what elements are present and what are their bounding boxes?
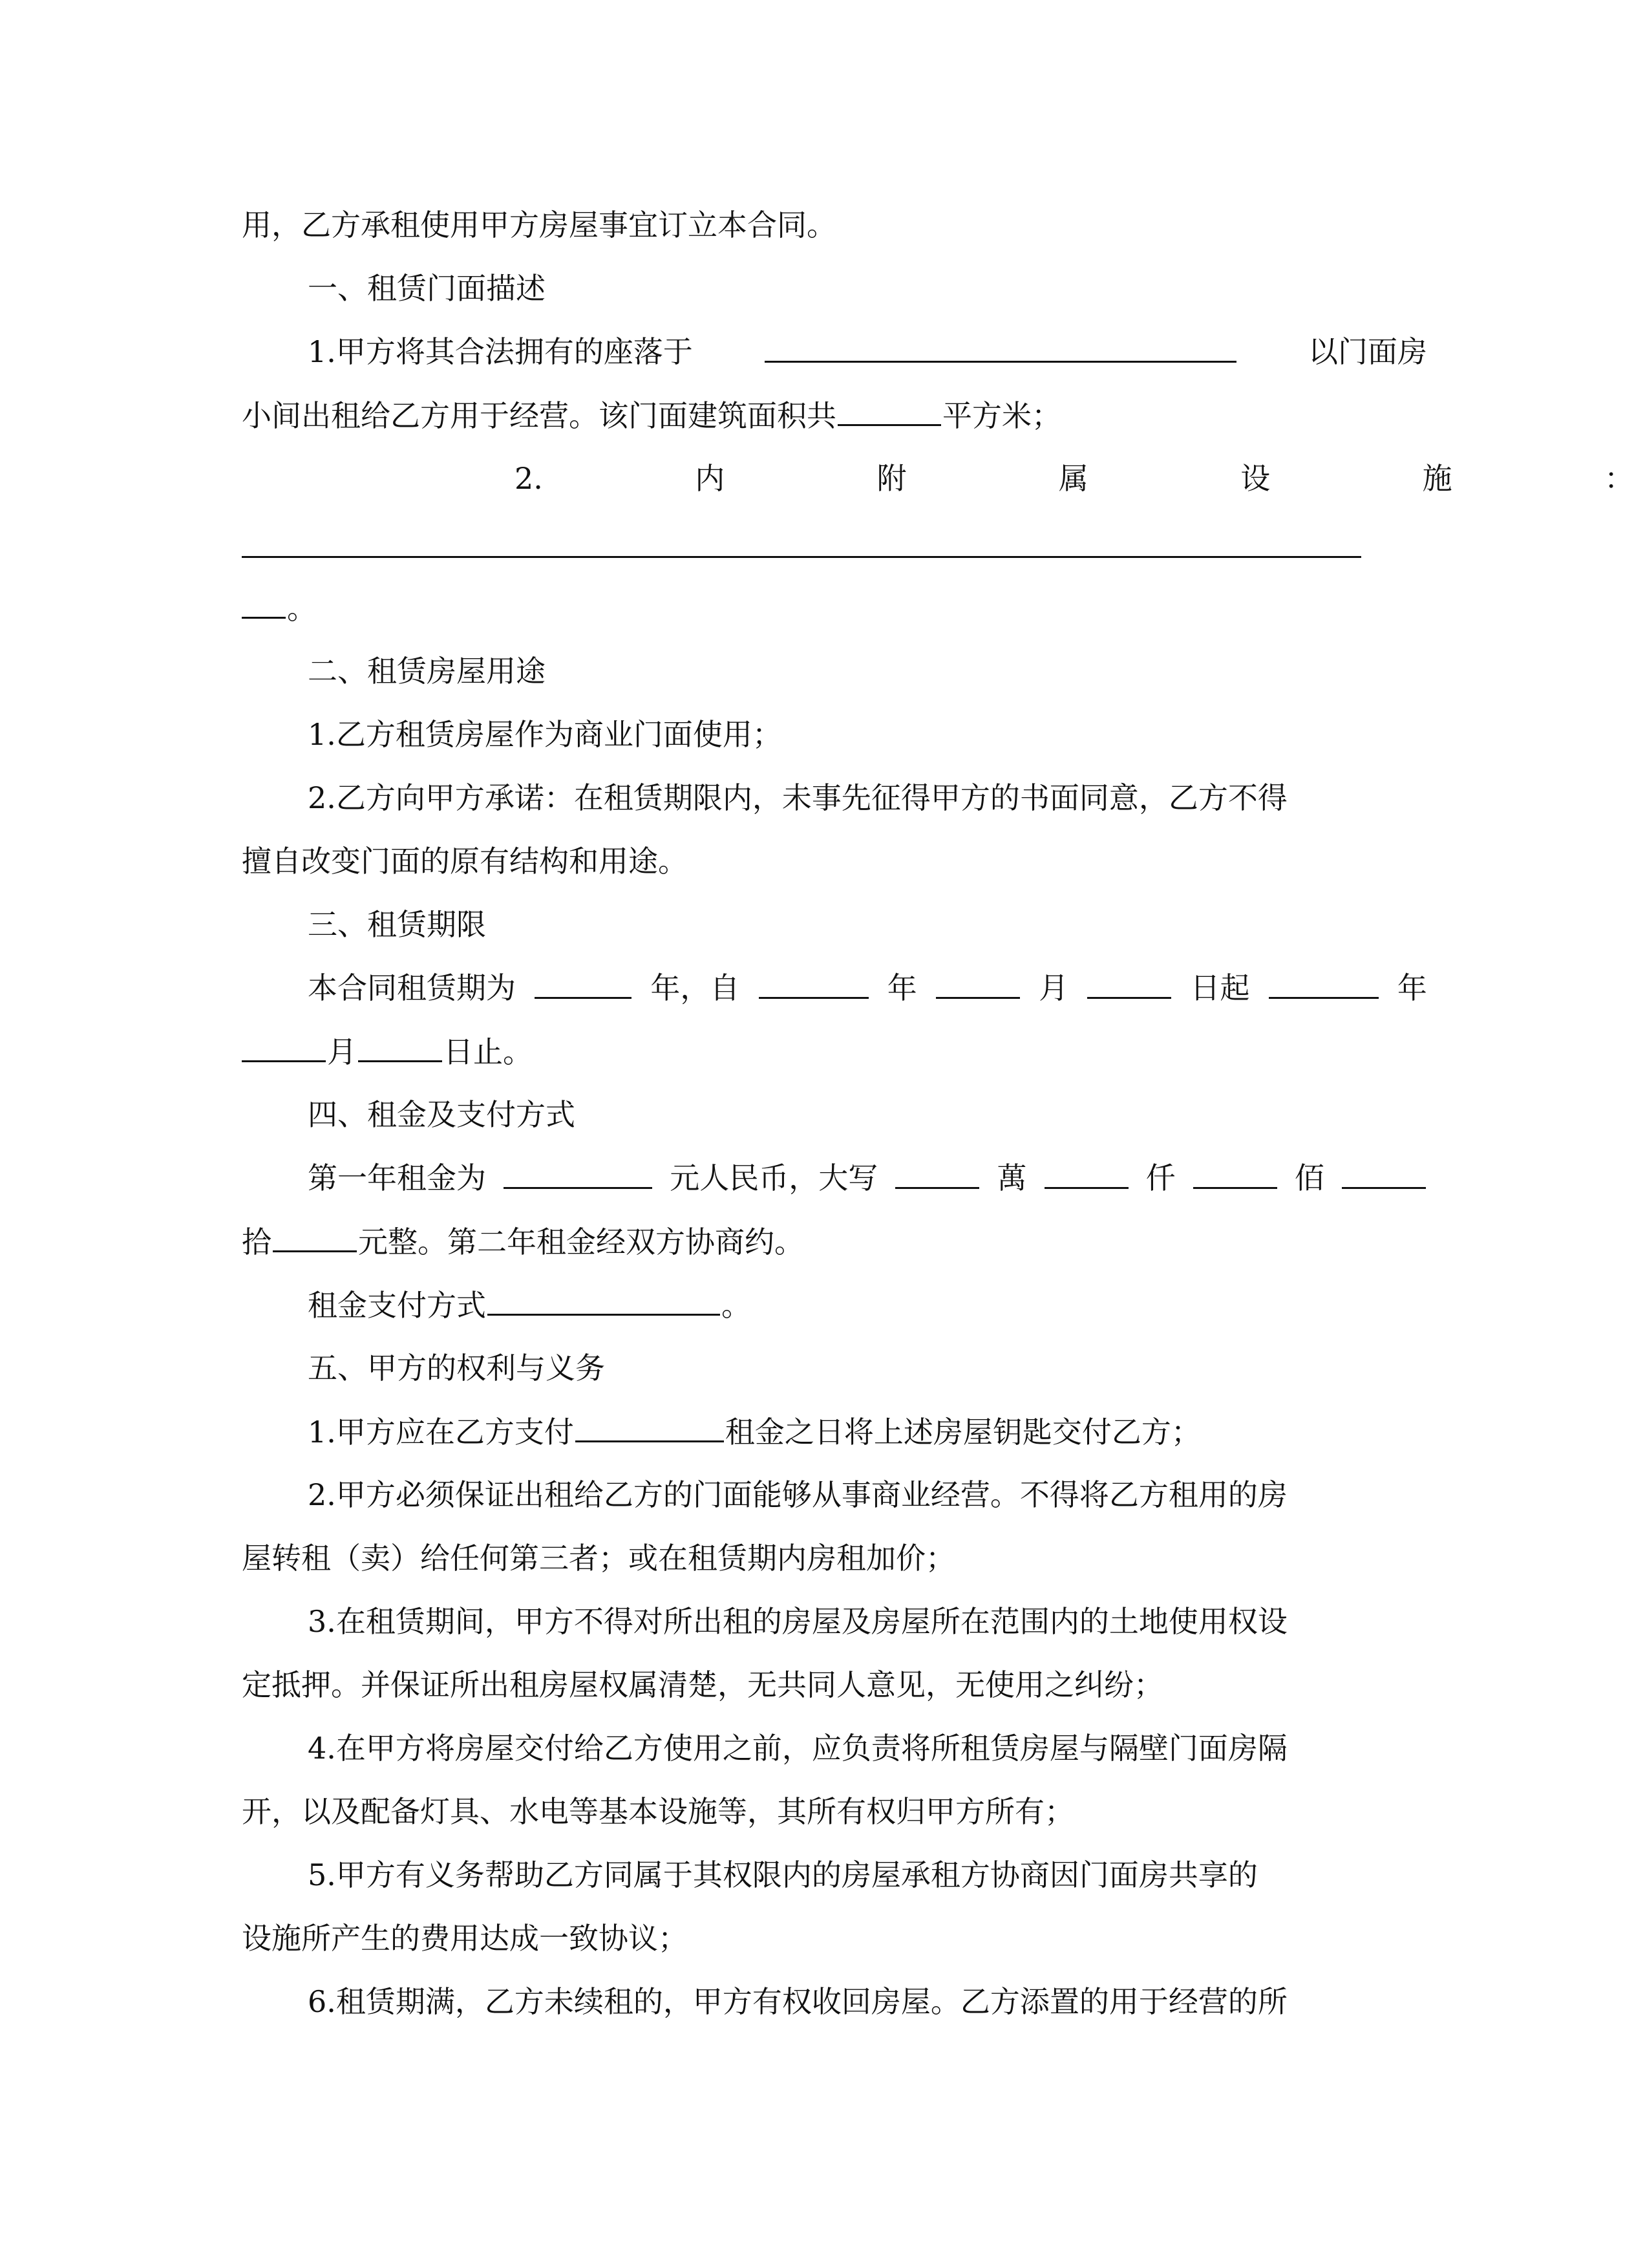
text: 月 — [1039, 970, 1069, 1005]
rent-bai-blank[interactable] — [1193, 1159, 1277, 1189]
clause-5-4-line-1 — [242, 1729, 1427, 1768]
text: 1.甲方将其合法拥有的座落于 — [308, 334, 693, 369]
rent-amount-blank[interactable] — [504, 1159, 652, 1189]
term-years-blank[interactable] — [535, 968, 631, 999]
heading-text: 二、租赁房屋用途 — [308, 654, 546, 689]
text: 。 — [721, 1288, 751, 1323]
clause-5-2-line-2 — [242, 1539, 1361, 1578]
clause-5-3-line-1 — [242, 1602, 1427, 1641]
text: 属 — [1058, 461, 1088, 496]
text: 擅自改变门面的原有结构和用途。 — [242, 844, 688, 879]
text: 第一年租金为 — [308, 1161, 486, 1195]
section-heading-2 — [242, 652, 1427, 690]
text: 3.在租赁期间，甲方不得对所出租的房屋及房屋所在范围内的土地使用权设 — [308, 1604, 1288, 1639]
location-blank[interactable] — [765, 332, 1236, 363]
text: 4.在甲方将房屋交付给乙方使用之前，应负责将所租赁房屋与隔壁门面房隔 — [308, 1731, 1288, 1766]
heading-text: 四、租金及支付方式 — [308, 1097, 575, 1132]
text: 5.甲方有义务帮助乙方同属于其权限内的房屋承租方协商因门面房共享的 — [308, 1857, 1258, 1892]
rent-qian-blank[interactable] — [1045, 1159, 1129, 1189]
payment-method-blank[interactable] — [487, 1285, 720, 1316]
clause-4-1-line-1 — [242, 1159, 1427, 1197]
start-day-blank[interactable] — [1087, 968, 1171, 999]
clause-2-1 — [242, 715, 1427, 754]
text: 设 — [1240, 461, 1271, 496]
clause-5-5-line-2 — [242, 1919, 1361, 1958]
text: 以门面房 — [1308, 334, 1427, 369]
text: 附 — [876, 461, 907, 496]
text: 屋转租（卖）给任何第三者；或在租赁期内房租加价； — [242, 1541, 955, 1576]
text: 小间出租给乙方用于经营。该门面建筑面积共 — [242, 398, 836, 433]
clause-1-1-line-2 — [242, 396, 1361, 434]
section-heading-4 — [242, 1095, 1427, 1134]
area-blank[interactable] — [838, 396, 941, 426]
clause-5-2-line-1 — [242, 1475, 1427, 1514]
text: 月 — [327, 1034, 357, 1069]
clause-5-6-line-1 — [242, 1982, 1427, 2021]
text: 平方米； — [942, 398, 1061, 433]
text: 佰 — [1294, 1161, 1324, 1195]
clause-5-3-line-2 — [242, 1665, 1361, 1704]
payment-stage-blank[interactable] — [575, 1412, 724, 1442]
text: 施 — [1422, 461, 1452, 496]
start-month-blank[interactable] — [936, 968, 1020, 999]
text: 元整。第二年租金经双方协商约。 — [358, 1225, 804, 1259]
end-month-blank[interactable] — [242, 1032, 326, 1062]
text: 1.甲方应在乙方支付 — [308, 1415, 574, 1450]
text: 拾 — [242, 1225, 271, 1259]
text: 开，以及配备灯具、水电等基本设施等，其所有权归甲方所有； — [242, 1794, 1074, 1829]
text: 本合同租赁期为 — [308, 970, 516, 1005]
text: 1.乙方租赁房屋作为商业门面使用； — [308, 717, 782, 752]
clause-4-2 — [242, 1285, 1427, 1324]
clause-4-1-line-2 — [242, 1222, 1361, 1261]
text: 租金之日将上述房屋钥匙交付乙方； — [725, 1415, 1201, 1450]
text: 6.租赁期满，乙方未续租的，甲方有权收回房屋。乙方添置的用于经营的所 — [308, 1984, 1288, 2019]
facilities-blank-line[interactable] — [242, 556, 1361, 558]
text: 设施所产生的费用达成一致协议； — [242, 1921, 688, 1956]
rent-yuan-blank[interactable] — [273, 1222, 357, 1252]
text: 年，自 — [650, 970, 740, 1005]
text: 日止。 — [443, 1034, 533, 1069]
clause-3-line-1 — [242, 968, 1427, 1007]
paragraph-intro-continuation — [242, 206, 1361, 244]
clause-1-1-line-1 — [242, 332, 1427, 371]
text: 内 — [695, 461, 725, 496]
heading-text: 三、租赁期限 — [308, 907, 486, 942]
text: ： — [1604, 461, 1634, 496]
clause-5-1 — [242, 1412, 1427, 1451]
section-heading-3 — [242, 905, 1427, 944]
text: 。 — [287, 591, 317, 626]
text: 年 — [887, 970, 917, 1005]
text: 用，乙方承租使用甲方房屋事宜订立本合同。 — [242, 208, 836, 242]
rent-wan-blank[interactable] — [895, 1159, 979, 1189]
end-day-blank[interactable] — [358, 1032, 442, 1062]
text: 2.甲方必须保证出租给乙方的门面能够从事商业经营。不得将乙方租用的房 — [308, 1477, 1288, 1512]
start-year-blank[interactable] — [759, 968, 869, 999]
text: 定抵押。并保证所出租房屋权属清楚，无共同人意见，无使用之纠纷； — [242, 1667, 1163, 1702]
clause-2-2-line-1 — [242, 778, 1427, 817]
text: 2. — [515, 461, 543, 496]
text: 萬 — [997, 1161, 1027, 1195]
text: 元人民币，大写 — [670, 1161, 878, 1195]
clause-1-2-end — [242, 588, 1361, 627]
clause-2-2-line-2 — [242, 842, 1361, 881]
text: 仟 — [1145, 1161, 1176, 1195]
rent-shi-blank[interactable] — [1342, 1159, 1426, 1189]
section-heading-1 — [242, 269, 1427, 308]
text: 2.乙方向甲方承诺：在租赁期限内，未事先征得甲方的书面同意，乙方不得 — [308, 780, 1288, 815]
contract-page — [242, 0, 1634, 2268]
heading-text: 一、租赁门面描述 — [308, 271, 546, 306]
section-heading-5 — [242, 1349, 1427, 1387]
text: 租金支付方式 — [308, 1288, 486, 1323]
text: 日起 — [1190, 970, 1250, 1005]
text: 年 — [1397, 970, 1427, 1005]
facilities-blank-end[interactable] — [242, 588, 286, 619]
clause-5-4-line-2 — [242, 1792, 1361, 1831]
heading-text: 五、甲方的权利与义务 — [308, 1351, 605, 1385]
clause-1-2-line — [242, 459, 1634, 498]
end-year-blank[interactable] — [1269, 968, 1379, 999]
clause-3-line-2 — [242, 1032, 1361, 1071]
clause-5-5-line-1 — [242, 1856, 1427, 1894]
